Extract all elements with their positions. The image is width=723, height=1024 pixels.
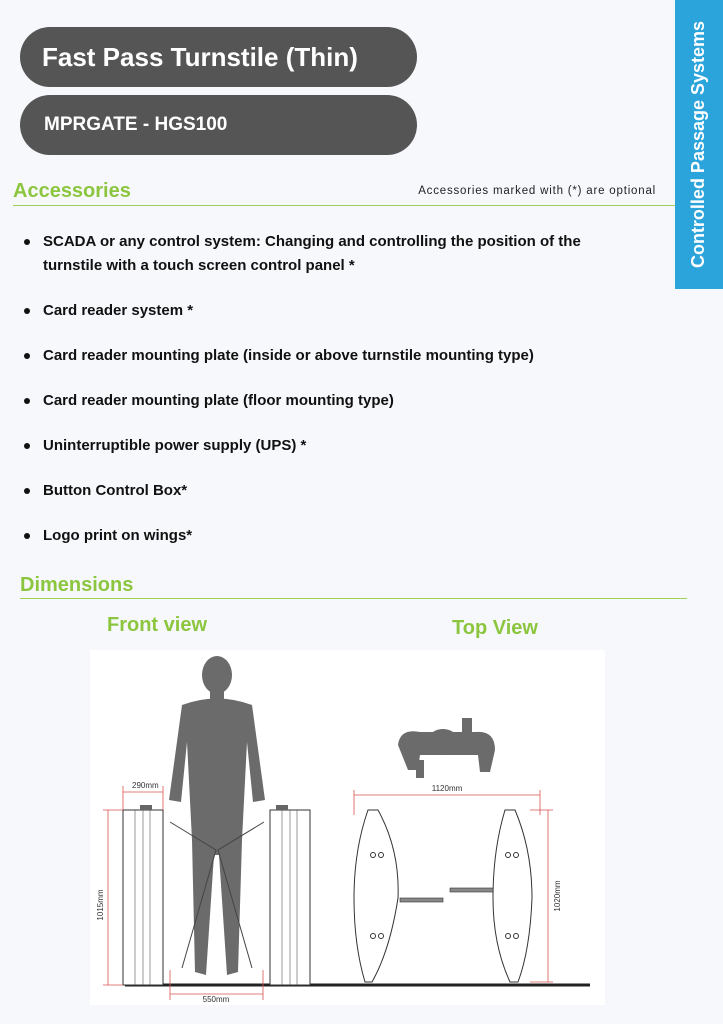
side-category-label: Controlled Passage Systems: [688, 20, 709, 269]
model-text: MPRGATE - HGS100: [44, 114, 228, 135]
person-silhouette: [169, 656, 265, 975]
front-view-label: Front view: [107, 614, 208, 636]
list-item: [20, 524, 640, 548]
passage-width-label: 550mm: [202, 995, 230, 1004]
bullet-icon: [24, 533, 30, 539]
top-length-label: 1020mm: [553, 880, 562, 912]
bullet-icon: [24, 398, 30, 404]
product-title-text: Fast Pass Turnstile (Thin): [42, 41, 358, 72]
top-width-label: 1120mm: [431, 784, 463, 793]
list-item: [20, 389, 640, 413]
dimension-drawing-svg: [90, 650, 605, 1005]
left-cabinet: [123, 805, 163, 985]
bullet-icon: [24, 443, 30, 449]
top-view-wings: [400, 888, 493, 902]
person-top-view: [398, 718, 495, 778]
bullet-icon: [24, 308, 30, 314]
list-item: [20, 479, 640, 503]
list-item-text: Uninterruptible power supply (UPS) *: [43, 437, 307, 454]
top-right-panel: [493, 810, 532, 982]
dimensions-heading: Dimensions: [20, 574, 134, 596]
accessories-heading: Accessories: [13, 180, 131, 202]
list-item-text: SCADA or any control system: Changing and controlling the position of the turnstile with a touch screen control panel *: [43, 233, 581, 274]
bullet-icon: [24, 488, 30, 494]
list-item-text: Card reader system *: [43, 302, 194, 319]
model-badge: [20, 95, 417, 155]
bullet-icon: [24, 353, 30, 359]
right-cabinet: [270, 805, 310, 985]
dimension-drawing: [90, 650, 605, 1005]
front-width-label: 290mm: [132, 781, 159, 790]
optional-note: Accessories marked with (*) are optional: [418, 185, 656, 197]
accessories-list: [20, 230, 640, 569]
list-item: [20, 299, 640, 323]
bullet-icon: [24, 239, 30, 245]
front-height-label: 1015mm: [96, 889, 105, 921]
list-item-text: Logo print on wings*: [43, 527, 193, 544]
list-item: [20, 434, 640, 458]
list-item: [20, 344, 640, 368]
list-item-text: Card reader mounting plate (floor mounting type): [43, 392, 394, 409]
top-view-label: Top View: [452, 617, 538, 639]
product-title: [20, 27, 417, 87]
dimensions-divider: [20, 598, 687, 599]
list-item: [20, 230, 640, 278]
top-left-panel: [354, 810, 398, 982]
accessories-divider: [13, 205, 675, 206]
list-item-text: Card reader mounting plate (inside or above turnstile mounting type): [43, 347, 534, 364]
side-category-tab: [675, 0, 723, 289]
list-item-text: Button Control Box*: [43, 482, 188, 499]
